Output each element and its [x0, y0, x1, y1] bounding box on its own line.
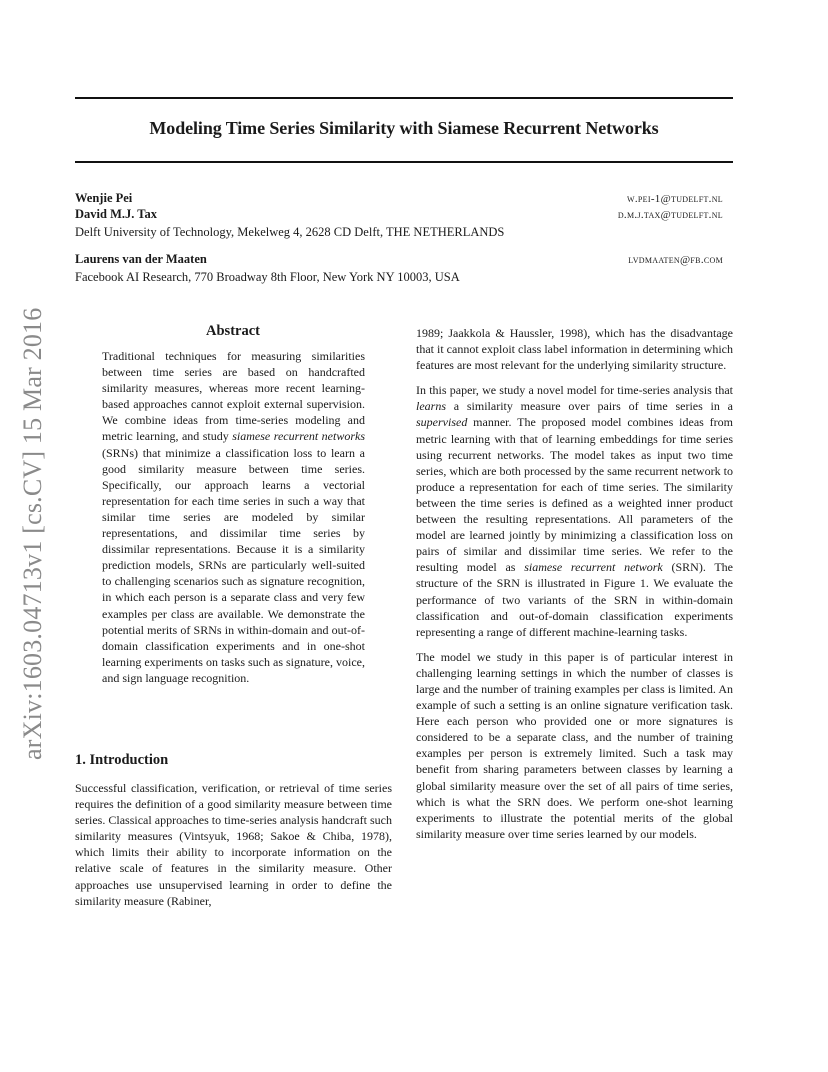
abstract-body [102, 348, 365, 686]
right-emphasis-supervised: supervised [416, 415, 468, 430]
author-name-2: David M.J. Tax [75, 207, 157, 221]
arxiv-stamp: arXiv:1603.04713v1 [cs.CV] 15 Mar 2016 [18, 307, 47, 760]
abstract-emphasis: siamese recurrent networks [232, 429, 365, 444]
abstract-text-1: Traditional techniques for measuring similarities between time series are based on handcrafted similarity measures, whereas more recent learning-based approaches cannot exploit external supervision. We combine ideas from time-series modeling and metric learning, and study [102, 349, 365, 444]
section-heading-introduction: 1. Introduction [75, 752, 169, 768]
affiliation-1: Delft University of Technology, Mekelweg 4, 2628 CD Delft, THE NETHERLANDS [75, 225, 505, 239]
abstract-text-2: (SRNs) that minimize a classification loss to learn a good similarity measure between time series. Specifically, our approach learns a vectorial representation for each time series in such a way that similar time series are modeled by similar representations, and dissimilar time series by dissimilar representations. Because it is a similarity prediction models, SRNs are particularly well-suited to challenging scenarios such as signature recognition, in which each person is a separate class and very few examples per class are available. We demonstrate the potential merits of SRNs in within-domain and out-of-domain classification experiments and in one-shot learning experiments on tasks such as signature, voice, and sign language recognition. [102, 445, 365, 685]
author-email-2: d.m.j.tax@tudelft.nl [617, 209, 723, 221]
right-emphasis-learns: learns [416, 399, 446, 414]
abstract-paragraph [102, 348, 365, 686]
author-name-1: Wenjie Pei [75, 191, 133, 205]
right-text-1a: In this paper, we study a novel model for time-series analysis that [416, 383, 733, 398]
right-emphasis-srn: siamese recurrent network [524, 560, 663, 575]
right-paragraph-0: 1989; Jaakkola & Haussler, 1998), which has the disadvantage that it cannot exploit class label information in determining which features are most relevant for the underlying similarity structure. [416, 326, 733, 373]
paper-title: Modeling Time Series Similarity with Siamese Recurrent Networks [149, 118, 659, 138]
title-rule-top [75, 97, 733, 99]
right-paragraph-2: The model we study in this paper is of particular interest in challenging learning settings in which the number of classes is large and the number of training examples per class is limited. An example of such a setting is an online signature verification task. Here each person who provided one or more signatures is considered to be a separate class, and the number of training examples per person is extremely limited. Such a task may benefit from sharing parameters between classes by learning a global similarity measure over the set of all pairs of time series, which is what the SRN does. We perform one-shot learning experiments to illustrate the potential merits of the global similarity measure over time series learned by our models. [416, 649, 733, 841]
intro-body [75, 780, 392, 909]
author-email-1: w.pei-1@tudelft.nl [627, 193, 723, 205]
intro-paragraph-1: Successful classification, verification, or retrieval of time series requires the definition of a good similarity measure between time series. Classical approaches to time-series analysis handcraft such similarity measures (Vintsyuk, 1968; Sakoe & Chiba, 1978), which limits their ability to incorporate information on the relative scale of features in the similarity measure. Other approaches use unsupervised learning in order to define the similarity measure (Rabiner, [75, 781, 392, 908]
title-rule-bottom [75, 161, 733, 163]
right-column [416, 325, 733, 851]
right-text-1b: a similarity measure over pairs of time series in a [446, 399, 733, 414]
author-name-3: Laurens van der Maaten [75, 252, 207, 266]
author-email-3: lvdmaaten@fb.com [628, 254, 723, 266]
right-text-1c: manner. The proposed model combines ideas from metric learning with that of learning embeddings for time series using recurrent networks. The model takes as input two time series, which are both processed by the same recurrent network to produce a representation for each of time series. The similarity between the time series is defined as a weighted inner product between the resulting representations. All parameters of the model are learned jointly by minimizing a classification loss on pairs of similar and dissimilar time series. We refer to the resulting model as [416, 415, 733, 575]
abstract-heading: Abstract [206, 323, 260, 339]
affiliation-2: Facebook AI Research, 770 Broadway 8th Floor, New York NY 10003, USA [75, 270, 460, 284]
right-paragraph-1 [416, 382, 733, 640]
right-text-1d: (SRN). The structure of the SRN is illustrated in Figure 1. We evaluate the performance of two variants of the SRN in within-domain classification and out-of-domain classification experiments representing a range of different machine-learning tasks. [416, 560, 733, 639]
